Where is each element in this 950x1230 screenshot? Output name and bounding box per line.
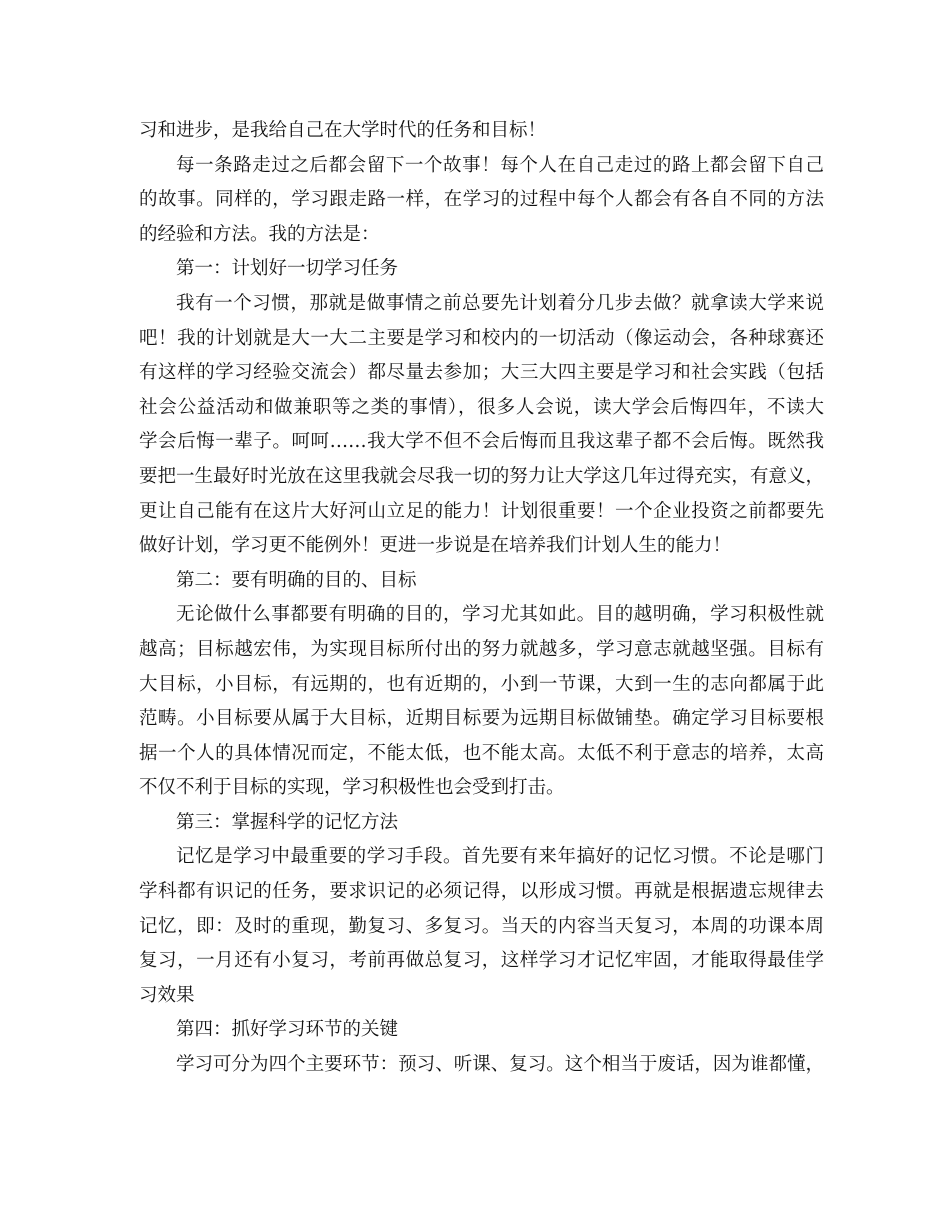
text-line: 复习，一月还有小复习，考前再做总复习，这样学习才记忆牢固，才能取得最佳学 [139, 950, 824, 972]
text-line: 学会后悔一辈子。呵呵……我大学不但不会后悔而且我这辈子都不会后悔。既然我 [139, 431, 824, 453]
text-line: 学习可分为四个主要环节：预习、听课、复习。这个相当于废话，因为谁都懂， [176, 1054, 824, 1076]
text-line: 无论做什么事都要有明确的目的，学习尤其如此。目的越明确，学习积极性就 [176, 604, 824, 626]
text-line: 习和进步，是我给自己在大学时代的任务和目标！ [139, 120, 547, 141]
text-line: 我有一个习惯，那就是做事情之前总要先计划着分几步去做？就拿读大学来说 [176, 292, 824, 314]
text-line: 记忆是学习中最重要的学习手段。首先要有来年搞好的记忆习惯。不论是哪门 [176, 846, 824, 868]
text-line: 记忆，即：及时的重现，勤复习、多复习。当天的内容当天复习，本周的功课本周 [139, 915, 824, 937]
text-line: 的故事。同样的，学习跟走路一样，在学习的过程中每个人都会有各自不同的方法 [139, 189, 824, 211]
text-line: 习效果 [139, 984, 195, 1006]
text-line: 第一：计划好一切学习任务 [176, 258, 399, 280]
text-line: 要把一生最好时光放在这里我就会尽我一切的努力让大学这几年过得充实，有意义， [139, 465, 824, 487]
text-line: 范畴。小目标要从属于大目标，近期目标要为远期目标做铺垫。确定学习目标要根 [139, 708, 824, 730]
text-line: 有这样的学习经验交流会）都尽量去参加；大三大四主要是学习和社会实践（包括 [139, 362, 824, 384]
text-line: 社会公益活动和做兼职等之类的事情），很多人会说，读大学会后悔四年，不读大 [139, 396, 824, 418]
text-line: 第三：掌握科学的记忆方法 [176, 811, 399, 833]
text-line: 不仅不利于目标的实现，学习积极性也会受到打击。 [139, 777, 565, 799]
text-line: 大目标，小目标，有远期的，也有近期的，小到一节课，大到一生的志向都属于此 [139, 673, 824, 695]
text-line: 更让自己能有在这片大好河山立足的能力！计划很重要！一个企业投资之前都要先 [139, 500, 824, 522]
text-line: 学科都有识记的任务，要求识记的必须记得，以形成习惯。再就是根据遗忘规律去 [139, 881, 824, 903]
text-line: 做好计划，学习更不能例外！更进一步说是在培养我们计划人生的能力！ [139, 535, 732, 557]
text-line: 据一个人的具体情况而定，不能太低，也不能太高。太低不利于意志的培养，太高 [139, 742, 824, 764]
text-line: 第四：抓好学习环节的关键 [176, 1019, 399, 1041]
text-line: 越高；目标越宏伟，为实现目标所付出的努力就越多，学习意志就越坚强。目标有 [139, 638, 824, 660]
text-line: 第二：要有明确的目的、目标 [176, 569, 417, 591]
document-page [139, 114, 824, 1083]
text-line: 的经验和方法。我的方法是： [139, 223, 380, 245]
text-line: 每一条路走过之后都会留下一个故事！每个人在自己走过的路上都会留下自己 [176, 154, 824, 176]
text-line: 吧！我的计划就是大一大二主要是学习和校内的一切活动（像运动会，各种球赛还 [139, 327, 824, 349]
